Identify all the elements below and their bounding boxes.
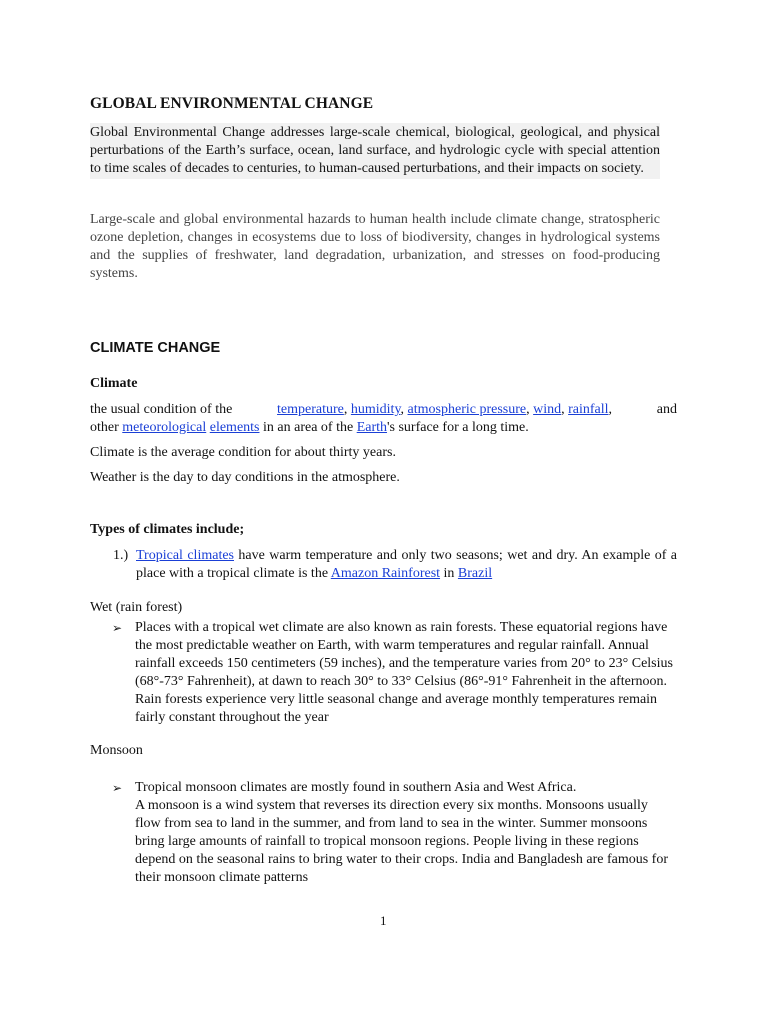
link-temperature[interactable]: temperature	[277, 402, 344, 417]
monsoon-bullet-text	[135, 779, 677, 887]
bullet-item-wet	[112, 619, 677, 727]
types-heading: Types of climates include;	[90, 522, 245, 537]
link-brazil[interactable]: Brazil	[457, 566, 493, 581]
def-links-group: temperature, humidity, atmospheric pressure, wind, rainfall,	[277, 402, 613, 417]
climate-definition-line-2	[90, 419, 677, 437]
list-item-body	[136, 547, 677, 583]
climate-definition	[90, 401, 677, 437]
intro-paragraph-2: Large-scale and global environmental hazards to human health include climate change, stratospheric ozone depletion, changes in ecosystems due to loss of biodiversity, changes in hydrological systems and the supplies of freshwater, land degradation, urbanization, and stresses on food-producing systems.	[90, 212, 660, 281]
section-heading-climate-change: CLIMATE CHANGE	[90, 340, 221, 356]
link-tropical-climates[interactable]: Tropical climates	[136, 548, 234, 563]
link-atmospheric-pressure[interactable]: atmospheric pressure	[407, 402, 527, 417]
monsoon-first-line: Tropical monsoon climates are mostly found in southern Asia and West Africa.	[135, 780, 577, 795]
tropical-text-in: in	[443, 566, 455, 581]
def-word-other: other	[90, 420, 119, 435]
bullet-item-monsoon	[112, 779, 677, 887]
link-wind[interactable]: wind	[533, 402, 562, 417]
link-humidity[interactable]: humidity	[350, 402, 401, 417]
list-number: 1.)	[113, 548, 129, 563]
page-number: 1	[380, 913, 387, 928]
weather-sentence: Weather is the day to day conditions in the atmosphere.	[90, 470, 400, 485]
link-elements[interactable]: elements	[209, 420, 260, 435]
arrow-bullet-icon: ➢	[112, 621, 123, 635]
def-word-the-usual: the usual condition of the	[90, 402, 233, 417]
monsoon-paragraph: A monsoon is a wind system that reverses its direction every six months. Monsoons usually flow from sea to land in the summer, and from land to sea in the winter. Summer monsoons bring large amounts of rainfall to tropical monsoon regions. People living in these regions depend on the seasonal rains to bring water to their crops. India and Bangladesh are famous for their monsoon climate patterns	[135, 798, 668, 885]
arrow-bullet-icon: ➢	[112, 781, 123, 795]
def-text-suffix: 's surface for a long time.	[387, 420, 529, 435]
page-title: GLOBAL ENVIRONMENTAL CHANGE	[90, 95, 374, 112]
tropical-text: have warm temperature and only two seasons; wet and dry. An example of a place with a tropical climate is the	[136, 548, 678, 581]
wet-bullet-text: Places with a tropical wet climate are also known as rain forests. These equatorial regions have the most predictable weather on Earth, with warm temperatures and regular rainfall. Annual rainfall exceeds 150 centimeters (59 inches), and the temperature varies from 20° to 23° Celsius (68°-73° Fahrenheit), at dawn to reach 30° to 33° Celsius (86°-91° Fahrenheit in the afternoon. Rain forests experience very little seasonal change and average monthly temperatures remain fairly constant throughout the year	[135, 620, 673, 725]
def-text-in-area: in an area of the	[263, 420, 354, 435]
subheading-climate: Climate	[90, 376, 138, 391]
link-rainfall[interactable]: rainfall	[568, 402, 609, 417]
monsoon-label: Monsoon	[90, 743, 143, 758]
climate-average-sentence: Climate is the average condition for about thirty years.	[90, 445, 396, 460]
link-meteorological[interactable]: meteorological	[122, 420, 207, 435]
list-item-tropical	[113, 547, 677, 583]
climate-definition-line-1	[90, 401, 677, 419]
link-amazon-rainforest[interactable]: Amazon Rainforest	[330, 566, 441, 581]
intro-paragraph-1: Global Environmental Change addresses large-scale chemical, biological, geological, and physical perturbations of the Earth’s surface, ocean, land surface, and hydrologic cycle with special attention to time scales of decades to centuries, to human-caused perturbations, and their impacts on society.	[90, 123, 660, 179]
link-earth[interactable]: Earth	[356, 420, 388, 435]
def-word-and: and	[656, 402, 677, 417]
wet-rainforest-label: Wet (rain forest)	[90, 600, 183, 615]
